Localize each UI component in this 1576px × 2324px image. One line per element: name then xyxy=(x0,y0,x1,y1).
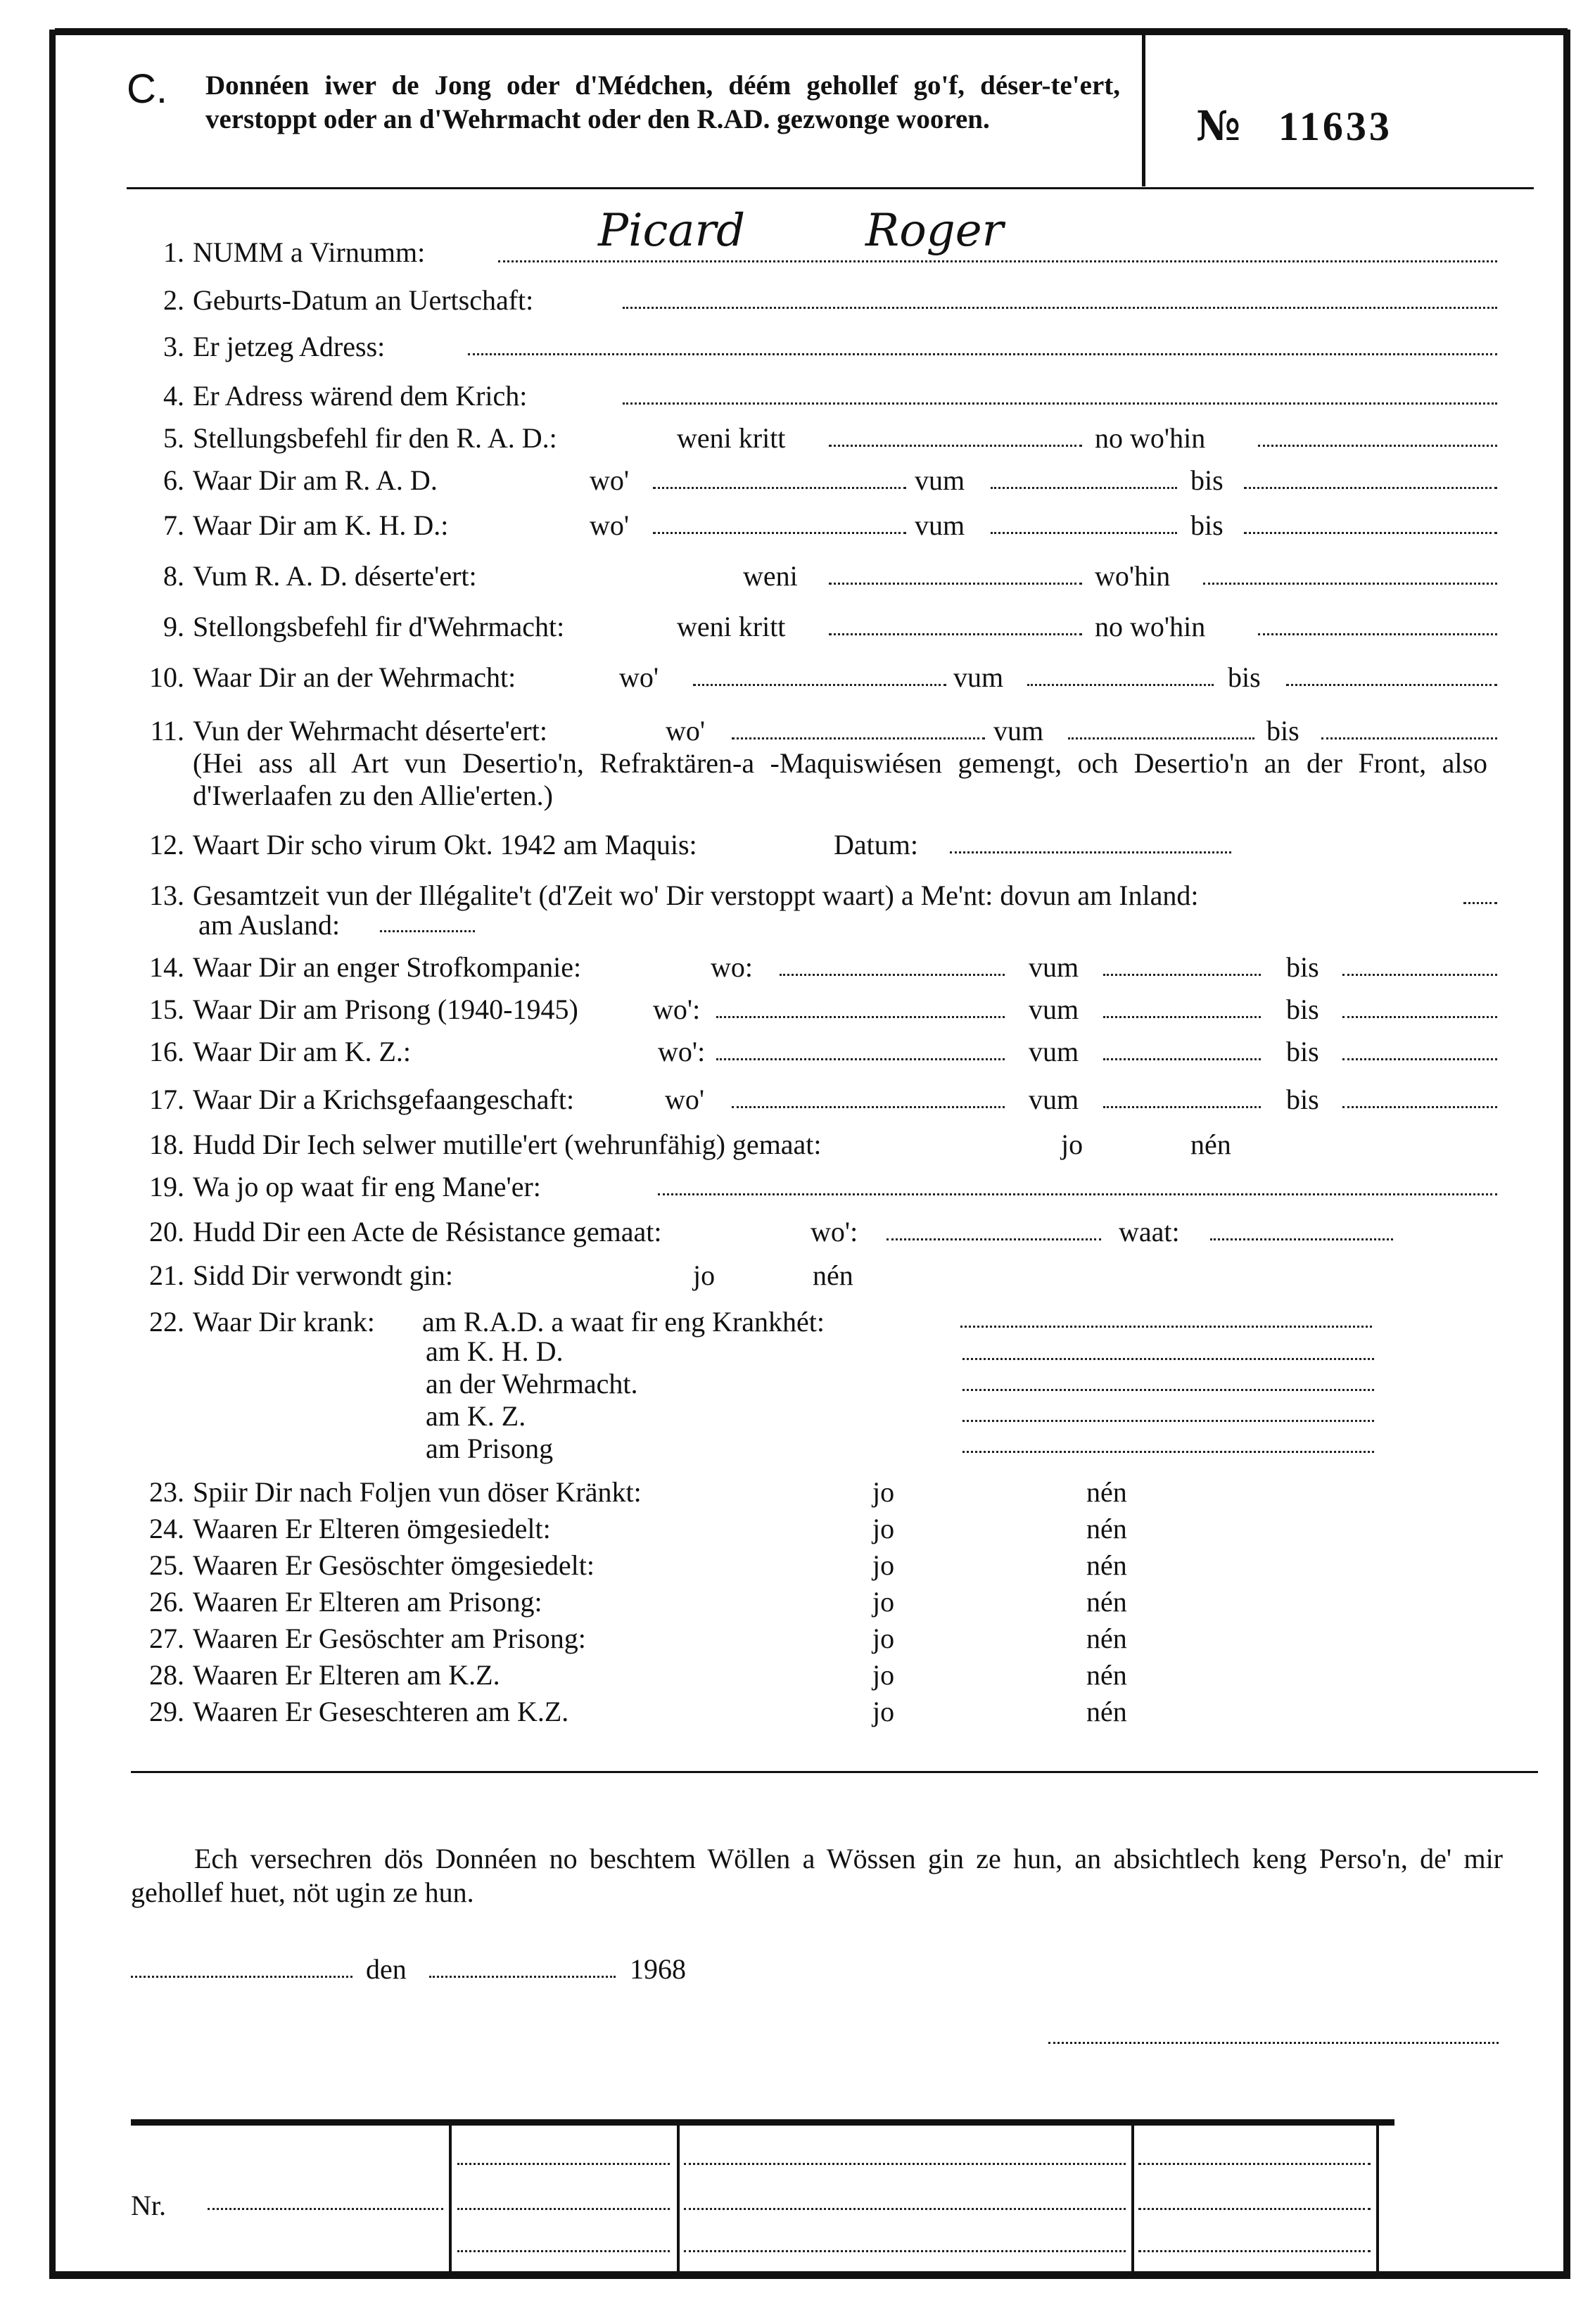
footer-cell-field[interactable] xyxy=(684,2163,1126,2165)
question-label: Waart Dir scho virum Okt. 1942 am Maquis: xyxy=(193,829,697,861)
form-number xyxy=(1196,102,1392,150)
question-27 xyxy=(127,1623,586,1655)
question-number: 22. xyxy=(149,1306,184,1338)
section-separator xyxy=(131,1771,1538,1773)
field-label-until: bis xyxy=(1190,509,1224,541)
question-17 xyxy=(127,1084,574,1116)
question-label: Hudd Dir een Acte de Résistance gemaat: xyxy=(193,1216,662,1247)
khd-from-field[interactable] xyxy=(991,532,1177,534)
option-no[interactable]: nén xyxy=(1086,1696,1127,1727)
question-4 xyxy=(127,380,527,412)
question-label: Waar Dir a Krichsgefaangeschaft: xyxy=(193,1084,575,1115)
wehrmacht-location-field[interactable] xyxy=(693,684,946,686)
field-label-where: wo': xyxy=(811,1216,858,1247)
current-address-field[interactable] xyxy=(468,353,1497,355)
illness-kz-field[interactable] xyxy=(962,1420,1374,1422)
field-label-where: wo' xyxy=(590,509,630,541)
question-label: Stellongsbefehl fir d'Wehrmacht: xyxy=(193,611,565,642)
question-number: 3. xyxy=(163,331,184,362)
rad-desertion-date-field[interactable] xyxy=(829,583,1082,585)
question-number: 12. xyxy=(149,829,184,861)
question-number: 24. xyxy=(149,1513,184,1544)
name-field[interactable] xyxy=(498,260,1497,262)
field-label-until: bis xyxy=(1266,715,1299,747)
footer-cell-field[interactable] xyxy=(684,2250,1126,2252)
option-no[interactable]: nén xyxy=(1086,1586,1127,1618)
question-label: Er jetzeg Adress: xyxy=(193,331,386,362)
question-number: 10. xyxy=(149,661,184,693)
question-label: Sidd Dir verwondt gin: xyxy=(193,1259,453,1291)
nr-field[interactable] xyxy=(208,2208,443,2210)
khd-location-field[interactable] xyxy=(653,532,906,534)
header-divider-vertical xyxy=(1142,35,1145,186)
question-label: Hudd Dir Iech selwer mutille'ert (wehrunfähig) gemaat: xyxy=(193,1129,822,1160)
field-label-until: bis xyxy=(1286,993,1319,1025)
form-number-value: 11633 xyxy=(1278,103,1392,149)
signature-field[interactable] xyxy=(1048,2042,1499,2044)
footer-table-column-divider xyxy=(677,2125,680,2273)
rad-desertion-destination-field[interactable] xyxy=(1203,583,1497,585)
question-16 xyxy=(127,1036,411,1068)
question-22 xyxy=(127,1306,375,1338)
question-number: 21. xyxy=(149,1259,184,1291)
footer-table-column-divider xyxy=(1376,2125,1379,2273)
date-field[interactable] xyxy=(429,1976,616,1978)
field-label-where: wo: xyxy=(711,951,753,983)
field-label-from: vum xyxy=(953,661,1004,693)
den-label: den xyxy=(366,1953,407,1985)
field-label-from: vum xyxy=(1029,1036,1079,1067)
question-number: 4. xyxy=(163,380,184,412)
wehrmacht-order-destination-field[interactable] xyxy=(1258,633,1497,635)
question-1 xyxy=(127,236,425,269)
question-21 xyxy=(127,1259,453,1292)
question-label: Geburts-Datum an Uertschaft: xyxy=(193,284,534,316)
question-label: Waar Dir an enger Strofkompanie: xyxy=(193,951,582,983)
desertion-from-field[interactable] xyxy=(1068,737,1254,739)
question-label: Vun der Wehrmacht déserte'ert: xyxy=(193,715,547,747)
illness-rad-field[interactable] xyxy=(960,1326,1372,1328)
pow-from-field[interactable] xyxy=(1103,1106,1261,1108)
field-label-where: wo'hin xyxy=(1095,560,1171,592)
field-label-until: bis xyxy=(1286,1084,1319,1115)
question-label: Wa jo op waat fir eng Mane'er: xyxy=(193,1171,541,1202)
field-label-where: wo' xyxy=(666,715,706,747)
field-label-until: bis xyxy=(1286,1036,1319,1067)
question-13 xyxy=(127,880,1199,912)
question-8 xyxy=(127,560,477,592)
option-yes[interactable]: jo xyxy=(1061,1129,1084,1160)
question-label: Vum R. A. D. déserte'ert: xyxy=(193,560,477,592)
field-label-from: vum xyxy=(915,509,965,541)
field-label-until: bis xyxy=(1190,464,1224,496)
penal-company-location-field[interactable] xyxy=(780,974,1005,976)
field-label-what: waat: xyxy=(1119,1216,1180,1247)
place-field[interactable] xyxy=(131,1976,352,1978)
khd-until-field[interactable] xyxy=(1244,532,1497,534)
question-label: Waar Dir am K. Z.: xyxy=(193,1036,411,1067)
question-label: Waaren Er Geseschteren am K.Z. xyxy=(193,1696,569,1727)
question-24 xyxy=(127,1513,551,1545)
option-no[interactable]: nén xyxy=(1086,1623,1127,1654)
illegality-inland-field[interactable] xyxy=(1463,902,1497,904)
rad-location-field[interactable] xyxy=(653,487,906,489)
question-label: Stellungsbefehl fir den R. A. D.: xyxy=(193,422,557,454)
question-29 xyxy=(127,1696,568,1728)
wehrmacht-from-field[interactable] xyxy=(1027,684,1214,686)
resistance-location-field[interactable] xyxy=(887,1238,1101,1240)
question-2 xyxy=(127,284,533,317)
footer-cell-field[interactable] xyxy=(457,2163,670,2165)
question-label: Er Adress wärend dem Krich: xyxy=(193,380,528,412)
penal-company-until-field[interactable] xyxy=(1342,974,1497,976)
question-number: 7. xyxy=(163,509,184,541)
footer-cell-field[interactable] xyxy=(1138,2163,1371,2165)
desertion-location-field[interactable] xyxy=(732,737,985,739)
question-number: 18. xyxy=(149,1129,184,1160)
question-label: Waaren Er Elteren ömgesiedelt: xyxy=(193,1513,551,1544)
option-yes[interactable]: jo xyxy=(872,1659,895,1691)
question-15 xyxy=(127,993,578,1026)
wartime-address-field[interactable] xyxy=(623,402,1497,405)
wehrmacht-order-date-field[interactable] xyxy=(829,633,1082,635)
field-label-where: no wo'hin xyxy=(1095,422,1206,454)
frame-border-right xyxy=(1563,30,1570,2278)
question-12 xyxy=(127,829,697,861)
question-label: Spiir Dir nach Foljen vun döser Kränkt: xyxy=(193,1476,642,1508)
field-label-from: vum xyxy=(1029,993,1079,1025)
kz-from-field[interactable] xyxy=(1103,1058,1261,1060)
question-number: 9. xyxy=(163,611,184,642)
question-9 xyxy=(127,611,564,643)
footer-table-column-divider xyxy=(1131,2125,1134,2273)
prison-from-field[interactable] xyxy=(1103,1016,1261,1018)
option-yes[interactable]: jo xyxy=(872,1476,895,1508)
question-28 xyxy=(127,1659,500,1691)
option-no[interactable]: nén xyxy=(1086,1549,1127,1581)
question-number: 15. xyxy=(149,993,184,1025)
question-label: Waaren Er Gesöschter am Prisong: xyxy=(193,1623,586,1654)
field-label-where: wo' xyxy=(590,464,630,496)
question-14 xyxy=(127,951,581,984)
illness-rad-label: am R.A.D. a waat fir eng Krankhét: xyxy=(422,1306,825,1338)
question-number: 14. xyxy=(149,951,184,983)
question-number: 5. xyxy=(163,422,184,454)
question-number: 20. xyxy=(149,1216,184,1247)
illness-wehrmacht-label: an der Wehrmacht. xyxy=(426,1368,638,1399)
question-5 xyxy=(127,422,557,455)
question-label: Waar Dir am Prisong (1940-1945) xyxy=(193,993,578,1025)
option-yes[interactable]: jo xyxy=(872,1623,895,1654)
footer-cell-field[interactable] xyxy=(1138,2250,1371,2252)
question-number: 28. xyxy=(149,1659,184,1691)
section-letter: C. xyxy=(127,66,167,112)
question-number: 23. xyxy=(149,1476,184,1508)
question-6 xyxy=(127,464,438,497)
illness-prison-label: am Prisong xyxy=(426,1433,554,1464)
field-label-where: wo' xyxy=(619,661,659,693)
nr-label: Nr. xyxy=(131,2190,166,2221)
field-label-where: wo' xyxy=(665,1084,705,1115)
pow-until-field[interactable] xyxy=(1342,1106,1497,1108)
question-26 xyxy=(127,1586,542,1618)
field-label-from: vum xyxy=(915,464,965,496)
question-label: Waaren Er Elteren am K.Z. xyxy=(193,1659,500,1691)
question-23 xyxy=(127,1476,642,1509)
header-divider-horizontal xyxy=(127,187,1534,189)
illness-kz-label: am K. Z. xyxy=(426,1400,526,1432)
kz-until-field[interactable] xyxy=(1342,1058,1497,1060)
question-number: 25. xyxy=(149,1549,184,1581)
question-label: Waar Dir am R. A. D. xyxy=(193,464,438,496)
field-label-where: wo': xyxy=(653,993,701,1025)
birth-date-place-field[interactable] xyxy=(623,307,1497,309)
numero-sign: № xyxy=(1196,102,1244,150)
option-yes[interactable]: jo xyxy=(872,1513,895,1544)
form-title: Donnéen iwer de Jong oder d'Médchen, déém gehollef go'f, déser-te'ert, verstoppt oder an d'Wehrmacht oder den R.AD. gezwonge wooren. xyxy=(205,70,1120,134)
frame-border-left xyxy=(49,30,56,2274)
question-label: Waaren Er Gesöschter ömgesiedelt: xyxy=(193,1549,595,1581)
question-number: 8. xyxy=(163,560,184,592)
question-number: 16. xyxy=(149,1036,184,1067)
question-number: 27. xyxy=(149,1623,184,1654)
question-number: 6. xyxy=(163,464,184,496)
field-label-when: weni kritt xyxy=(677,611,786,642)
question-19 xyxy=(127,1171,541,1203)
rad-from-field[interactable] xyxy=(991,487,1177,489)
footer-cell-field[interactable] xyxy=(684,2208,1126,2210)
penal-company-from-field[interactable] xyxy=(1103,974,1261,976)
question-11 xyxy=(127,715,547,747)
frame-border-top xyxy=(55,28,1568,35)
option-no[interactable]: nén xyxy=(1190,1129,1231,1160)
resistance-act-field[interactable] xyxy=(1210,1238,1393,1240)
rad-until-field[interactable] xyxy=(1244,487,1497,489)
question-number: 17. xyxy=(149,1084,184,1115)
field-label-when: weni xyxy=(743,560,798,592)
option-no[interactable]: nén xyxy=(1086,1513,1127,1544)
question-label: Waar Dir am K. H. D.: xyxy=(193,509,449,541)
question-25 xyxy=(127,1549,595,1582)
option-no[interactable]: nén xyxy=(813,1259,853,1291)
desertion-until-field[interactable] xyxy=(1321,737,1497,739)
field-label-until: bis xyxy=(1286,951,1319,983)
question-label: Waaren Er Elteren am Prisong: xyxy=(193,1586,542,1618)
option-yes[interactable]: jo xyxy=(872,1549,895,1581)
question-7 xyxy=(127,509,448,542)
option-yes[interactable]: jo xyxy=(872,1696,895,1727)
question-label: Gesamtzeit vun der Illégalite't (d'Zeit wo' Dir verstoppt waart) a Me'nt: dovun am Inland: xyxy=(193,880,1199,911)
question-number: 29. xyxy=(149,1696,184,1727)
handwritten-firstname: Roger xyxy=(865,205,1004,257)
footer-table-column-divider xyxy=(449,2125,452,2273)
mutilation-method-field[interactable] xyxy=(658,1193,1497,1195)
field-label-from: vum xyxy=(1029,951,1079,983)
question-3 xyxy=(127,331,385,363)
question-20 xyxy=(127,1216,661,1248)
wehrmacht-until-field[interactable] xyxy=(1286,684,1497,686)
question-number: 13. xyxy=(149,880,184,911)
question-10 xyxy=(127,661,516,694)
rad-order-destination-field[interactable] xyxy=(1258,445,1497,447)
option-yes[interactable]: jo xyxy=(872,1586,895,1618)
question-number: 1. xyxy=(163,236,184,268)
rad-order-date-field[interactable] xyxy=(829,445,1082,447)
option-no[interactable]: nén xyxy=(1086,1659,1127,1691)
question-label: NUMM a Virnumm: xyxy=(193,236,426,268)
field-label-from: vum xyxy=(1029,1084,1079,1115)
illness-khd-label: am K. H. D. xyxy=(426,1335,564,1367)
field-label-where: no wo'hin xyxy=(1095,611,1206,642)
maquis-date-field[interactable] xyxy=(950,851,1231,853)
field-label-abroad: am Ausland: xyxy=(198,909,341,941)
field-label-where: wo': xyxy=(658,1036,706,1067)
question-number: 2. xyxy=(163,284,184,316)
field-label-when: weni kritt xyxy=(677,422,786,454)
question-number: 19. xyxy=(149,1171,184,1202)
declaration-text: Ech versechren dös Donnéen no beschtem Wöllen a Wössen gin ze hun, an absichtlech keng Perso'n, de' mir gehollef huet, nöt ugin ze hun. xyxy=(131,1843,1503,1908)
illness-wehrmacht-field[interactable] xyxy=(962,1389,1374,1391)
option-yes[interactable]: jo xyxy=(693,1259,716,1291)
frame-border-bottom xyxy=(49,2271,1570,2279)
field-label-until: bis xyxy=(1228,661,1261,693)
illegality-abroad-field[interactable] xyxy=(380,930,475,932)
year-label: 1968 xyxy=(630,1953,686,1985)
question-number: 26. xyxy=(149,1586,184,1618)
pow-location-field[interactable] xyxy=(732,1106,1005,1108)
prison-location-field[interactable] xyxy=(716,1016,1005,1018)
question-11-note: (Hei ass all Art vun Desertio'n, Refraktären-a -Maquiswiésen gemengt, och Desertio'n an der Front, also d'Iwerlaafen zu den Allie'erten.) xyxy=(193,747,1487,811)
field-label-date: Datum: xyxy=(834,829,918,861)
handwritten-surname: Picard xyxy=(598,205,746,257)
kz-location-field[interactable] xyxy=(716,1058,1005,1060)
prison-until-field[interactable] xyxy=(1342,1016,1497,1018)
illness-khd-field[interactable] xyxy=(962,1358,1374,1360)
option-no[interactable]: nén xyxy=(1086,1476,1127,1508)
question-18 xyxy=(127,1129,822,1161)
illness-prison-field[interactable] xyxy=(962,1451,1374,1453)
question-label: Waar Dir an der Wehrmacht: xyxy=(193,661,516,693)
footer-cell-field[interactable] xyxy=(457,2250,670,2252)
field-label-from: vum xyxy=(993,715,1044,747)
question-number: 11. xyxy=(150,715,184,747)
question-label: Waar Dir krank: xyxy=(193,1306,375,1338)
footer-cell-field[interactable] xyxy=(1138,2208,1371,2210)
footer-table-top-rule xyxy=(131,2119,1394,2126)
footer-cell-field[interactable] xyxy=(457,2208,670,2210)
